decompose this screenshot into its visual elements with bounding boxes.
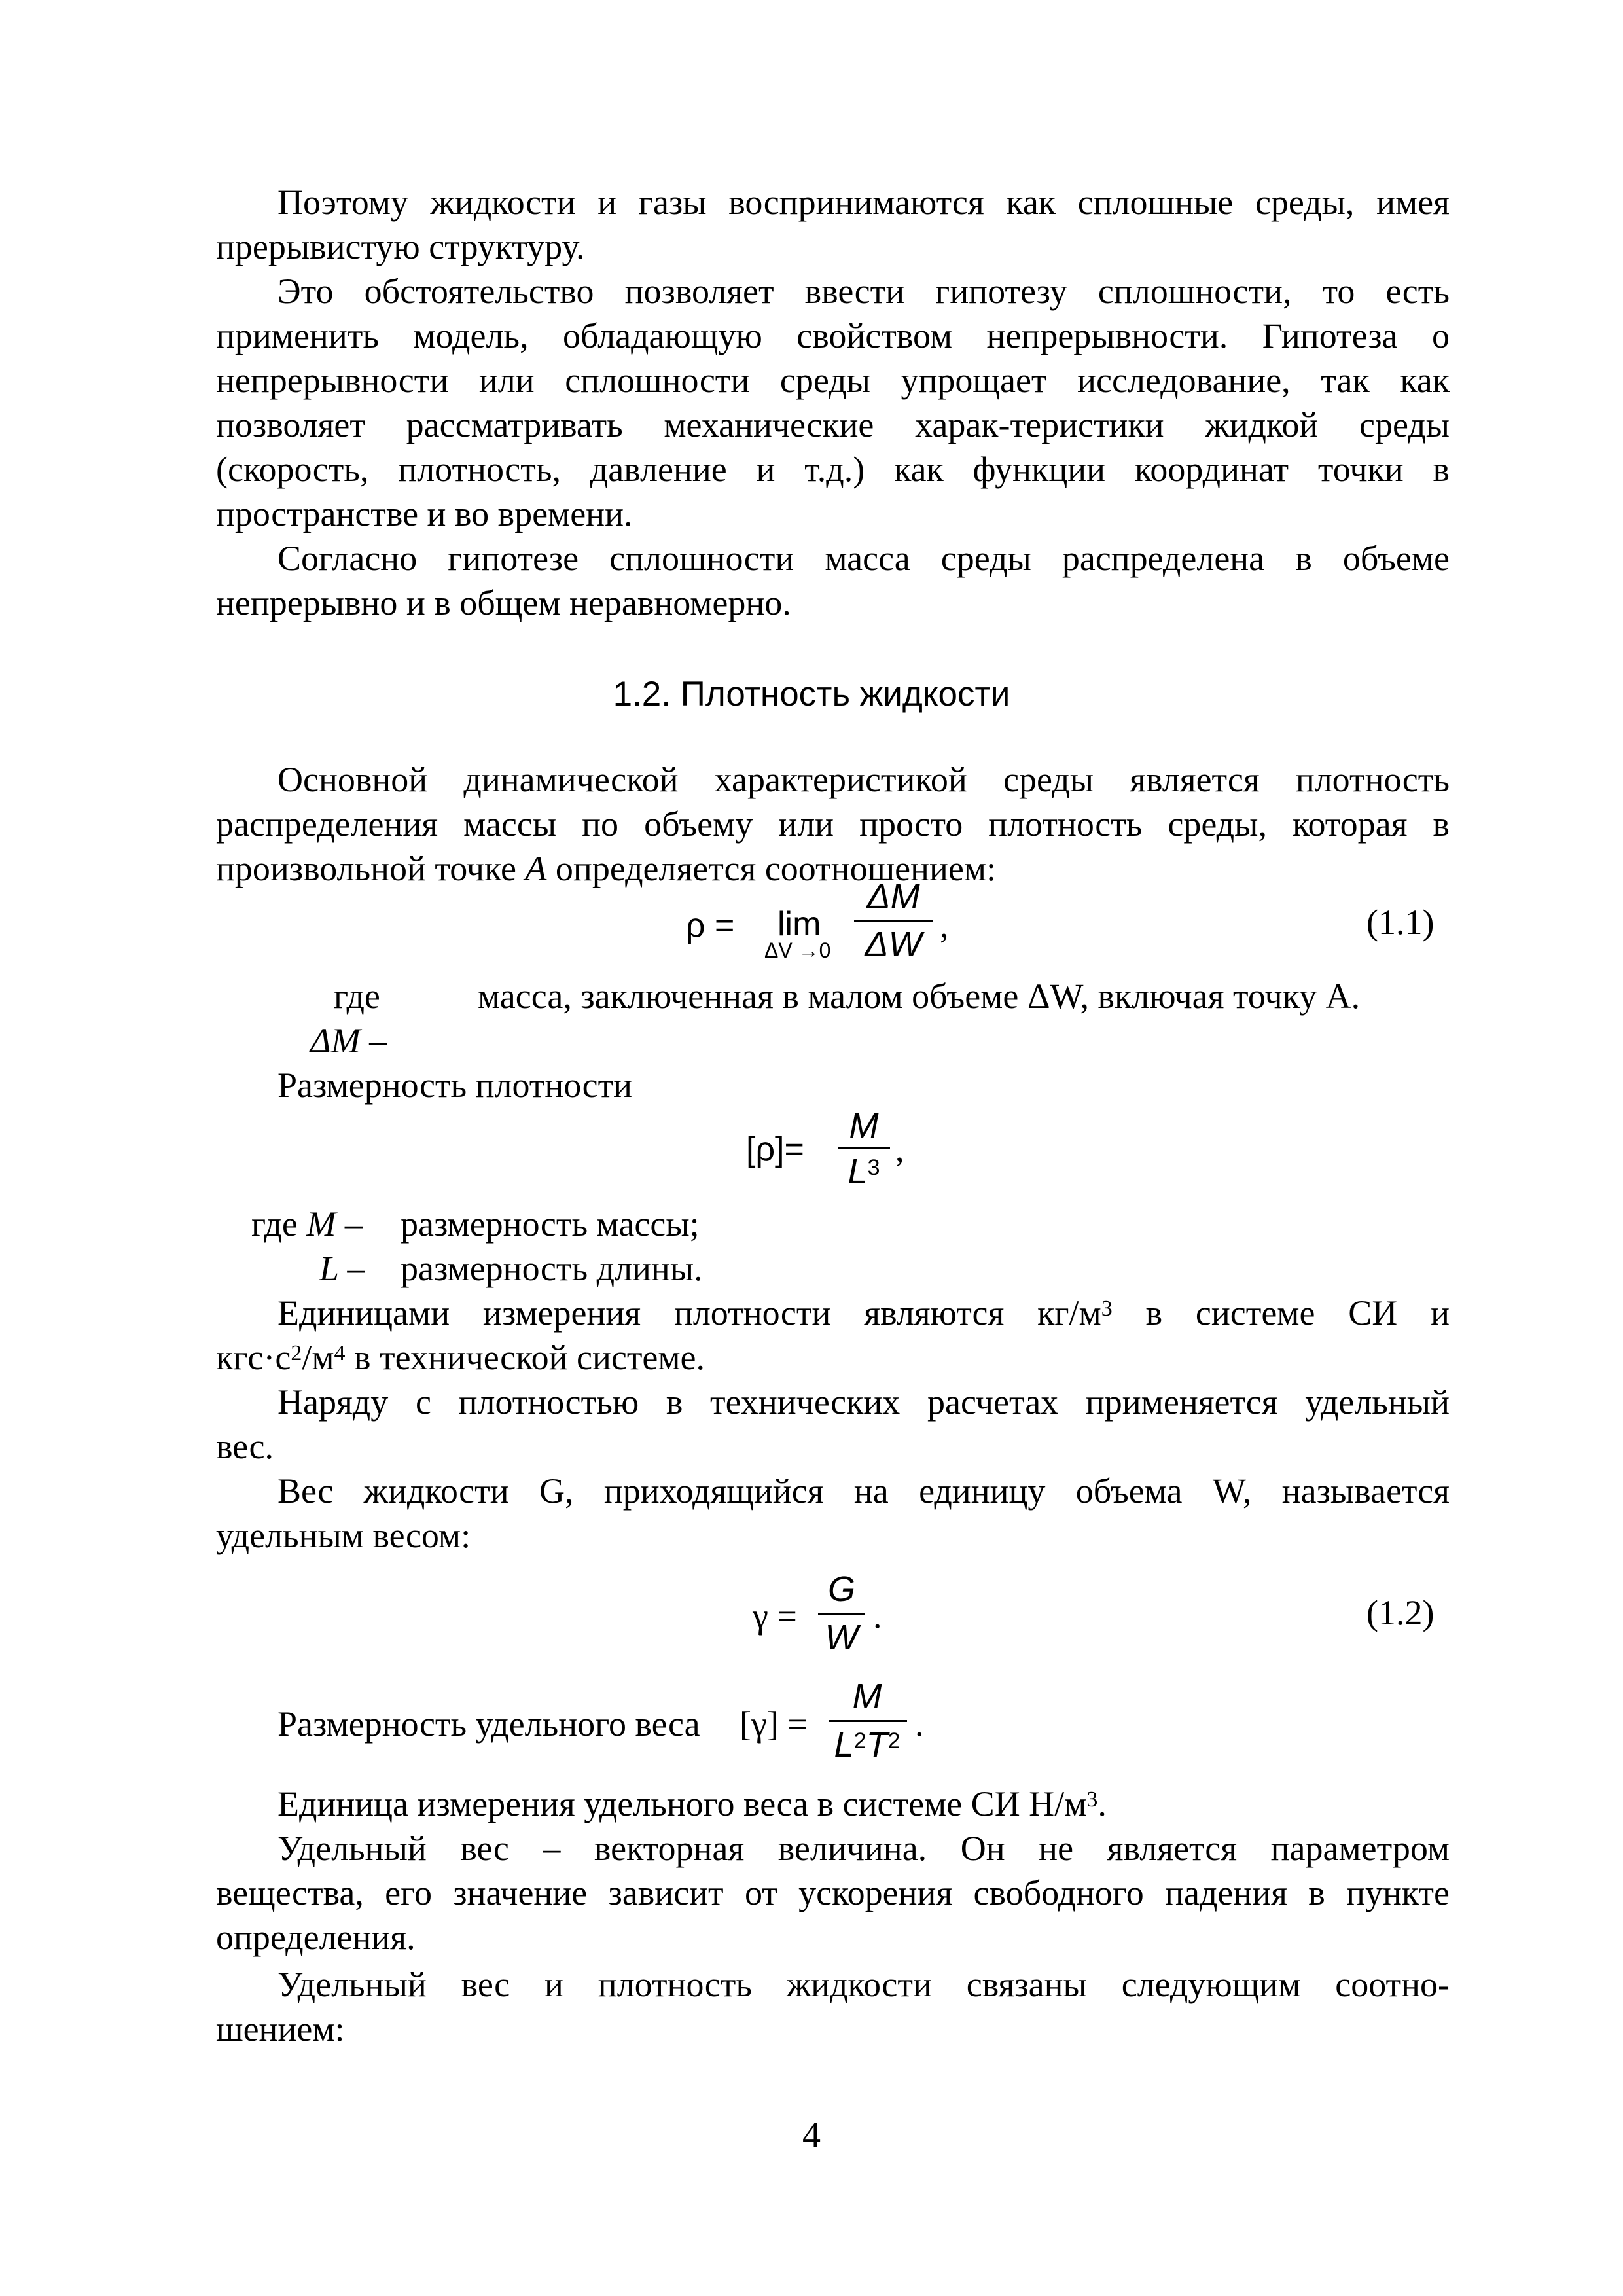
- text-line: Удельный вес – векторная величина. Он не является параметром: [277, 1829, 1450, 1868]
- eq-lhs: ρ =: [686, 906, 735, 944]
- text-line: пространстве и во времени.: [216, 494, 633, 533]
- eq-numerator: G: [827, 1570, 855, 1609]
- eq-lim-sub: ΔV →0: [764, 939, 831, 962]
- text-line: шением:: [216, 2009, 345, 2049]
- where-symbol: ΔM –: [310, 1021, 387, 1060]
- text-line: Согласно гипотезе сплошности масса среды распределена в объеме: [277, 539, 1450, 578]
- eq-lim: lim: [777, 905, 821, 943]
- eq-denominator: ΔW: [865, 925, 922, 964]
- text-line: Размерность удельного веса: [277, 1704, 700, 1744]
- equation-number: (1.2): [1366, 1593, 1435, 1632]
- where-label: где: [334, 977, 380, 1016]
- text-line: удельным весом:: [216, 1516, 471, 1555]
- eq-denominator: W: [825, 1618, 859, 1657]
- text-line: определения.: [216, 1918, 416, 1957]
- text-line: Единицами измерения плотности являются $кг/м^3$ в системе СИ и: [277, 1293, 1450, 1333]
- eq-denominator: $L^3$: [847, 1152, 880, 1191]
- text-line: применить модель, обладающую свойством непрерывности. Гипотеза о: [216, 316, 1450, 355]
- text-line: где M –: [251, 1204, 363, 1244]
- fraction-bar: [854, 920, 933, 922]
- text-run: произвольной точке: [216, 849, 526, 888]
- eq-numerator: M: [849, 1106, 879, 1145]
- text-line: непрерывно и в общем неравномерно.: [216, 583, 791, 622]
- eq-numerator: ΔM: [866, 877, 920, 916]
- equation-number: (1.1): [1366, 903, 1435, 942]
- text-line: Вес жидкости G, приходящийся на единицу объема W, называется: [277, 1471, 1450, 1511]
- page-number: 4: [802, 2115, 821, 2155]
- text-line: размерность длины.: [401, 1249, 703, 1288]
- section-heading: 1.2. Плотность жидкости: [613, 675, 1010, 713]
- eq-denominator: $L^2T^2$: [834, 1725, 901, 1765]
- text-line: размерность массы;: [401, 1204, 700, 1244]
- text-line: Поэтому жидкости и газы воспринимаются как сплошные среды, имея: [277, 183, 1450, 222]
- text-line: Единица измерения удельного веса в системе СИ $Н/м^3$.: [277, 1784, 1107, 1823]
- eq-numerator: M: [852, 1677, 882, 1716]
- eq-lhs: [γ] =: [740, 1704, 808, 1744]
- eq-lhs: γ =: [753, 1596, 797, 1636]
- text-line: вещества, его значение зависит от ускорения свободного падения в пункте: [216, 1873, 1450, 1912]
- eq-dot: .: [873, 1596, 882, 1636]
- text-line: распределения массы по объему или просто плотность среды, которая в: [216, 804, 1450, 844]
- fraction-bar: [829, 1720, 907, 1722]
- eq-comma: ,: [940, 906, 949, 945]
- text-line: L –: [319, 1249, 365, 1288]
- text-line: Это обстоятельство позволяет ввести гипотезу сплошности, то есть: [277, 272, 1450, 311]
- eq-comma: ,: [895, 1130, 904, 1169]
- text-line: (скорость, плотность, давление и т.д.) как функции координат точки в: [216, 450, 1450, 489]
- variable-a: A: [525, 849, 547, 888]
- fraction-bar: [818, 1613, 865, 1615]
- text-line: позволяет рассматривать механические харак-теристики жидкой среды: [216, 405, 1450, 444]
- text-line: $кгс\cdot с^2/м^4$ в технической системе.: [216, 1338, 705, 1377]
- eq-dot: .: [915, 1704, 924, 1744]
- text-line: непрерывности или сплошности среды упрощает исследование, так как: [216, 361, 1450, 400]
- text-line: Удельный вес и плотность жидкости связаны следующим соотно-: [277, 1965, 1450, 2004]
- text-line: Размерность плотности: [277, 1066, 633, 1105]
- text-line: Наряду с плотностью в технических расчетах применяется удельный: [277, 1382, 1450, 1422]
- text-line: Основной динамической характеристикой среды является плотность: [277, 760, 1450, 799]
- where-description: масса, заключенная в малом объеме ΔW, включая точку A.: [478, 977, 1361, 1016]
- eq-lhs: [ρ]=: [746, 1130, 804, 1168]
- fraction-bar: [838, 1147, 890, 1149]
- text-line: прерывистую структуру.: [216, 227, 585, 266]
- text-run: определяется соотношением:: [546, 849, 997, 888]
- text-line: вес.: [216, 1427, 274, 1466]
